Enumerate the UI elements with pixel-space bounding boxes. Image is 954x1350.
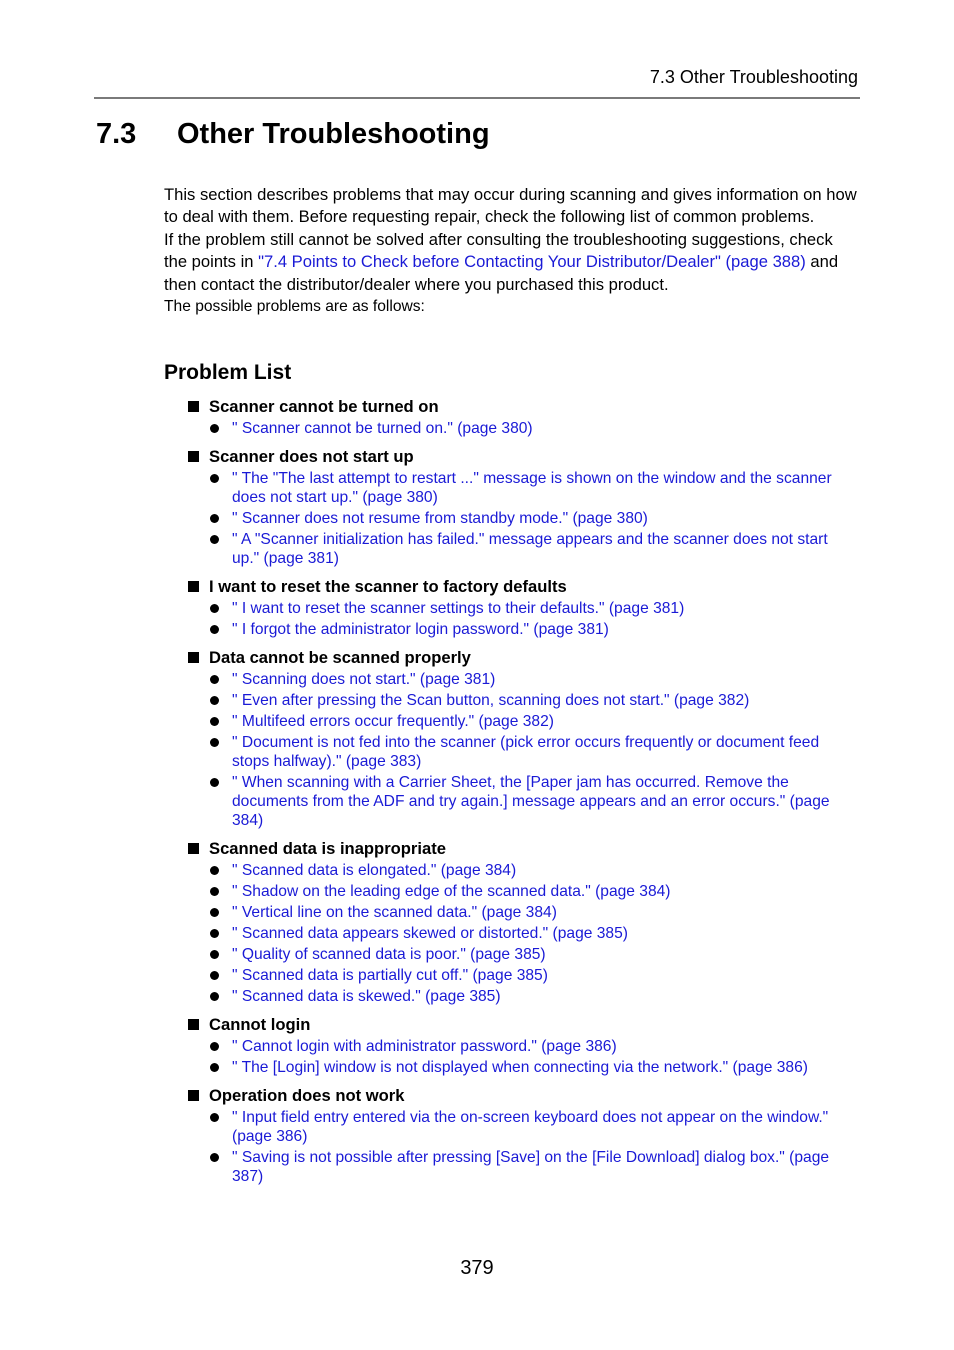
problem-category (164, 1085, 859, 1186)
intro-p2-after: and then contact the distributor/dealer where you purchased this product. (164, 252, 839, 294)
round-bullet-icon (210, 950, 219, 959)
problem-category (164, 576, 859, 639)
round-bullet-icon (210, 717, 219, 726)
problem-items (164, 469, 859, 568)
problem-link[interactable]: " I want to reset the scanner settings to their defaults." (page 381) (232, 600, 685, 617)
round-bullet-icon (210, 675, 219, 684)
problem-list (164, 396, 859, 1194)
round-bullet-icon (210, 778, 219, 787)
category-heading (164, 838, 859, 859)
list-item (164, 882, 859, 901)
round-bullet-icon (210, 1113, 219, 1122)
problem-link[interactable]: " I forgot the administrator login password." (page 381) (232, 621, 609, 638)
round-bullet-icon (210, 1042, 219, 1051)
running-header: 7.3 Other Troubleshooting (649, 67, 858, 87)
list-item (164, 509, 859, 528)
problem-list-title: Problem List (164, 361, 292, 384)
category-label: Operation does not work (209, 1086, 405, 1105)
problem-link[interactable]: " Scanned data appears skewed or distorted." (page 385) (232, 925, 628, 942)
problem-link[interactable]: " Scanned data is skewed." (page 385) (232, 988, 501, 1005)
list-item (164, 691, 859, 710)
round-bullet-icon (210, 535, 219, 544)
problem-link[interactable]: " The [Login] window is not displayed when connecting via the network." (page 386) (232, 1059, 808, 1076)
square-bullet-icon (188, 1019, 199, 1030)
round-bullet-icon (210, 604, 219, 613)
problem-category (164, 838, 859, 1006)
list-item (164, 1037, 859, 1056)
link-points-to-check[interactable]: "7.4 Points to Check before Contacting Your Distributor/Dealer" (page 388) (258, 252, 806, 272)
intro-section (164, 184, 859, 318)
round-bullet-icon (210, 866, 219, 875)
category-label: Cannot login (209, 1015, 311, 1034)
list-item (164, 419, 859, 438)
problem-link[interactable]: " Input field entry entered via the on-screen keyboard does not appear on the window." (page 386) (232, 1109, 829, 1145)
problem-link[interactable]: " Scanning does not start." (page 381) (232, 671, 496, 688)
round-bullet-icon (210, 424, 219, 433)
list-item (164, 1058, 859, 1077)
round-bullet-icon (210, 514, 219, 523)
list-item (164, 670, 859, 689)
problem-items (164, 1108, 859, 1186)
intro-p2-before: If the problem still cannot be solved after consulting the troubleshooting suggestions, check the points in (164, 229, 833, 272)
category-label: I want to reset the scanner to factory defaults (209, 577, 567, 596)
problem-link[interactable]: " Saving is not possible after pressing [Save] on the [File Download] dialog box." (page 387) (232, 1149, 830, 1185)
chapter-title (96, 114, 490, 154)
list-item (164, 966, 859, 985)
category-label: Scanner does not start up (209, 447, 414, 466)
problem-link[interactable]: " The "The last attempt to restart ..." message is shown on the window and the scanner does not start up." (page 380) (232, 470, 832, 506)
problem-link[interactable]: " Scanned data is elongated." (page 384) (232, 862, 517, 879)
chapter-title-text: Other Troubleshooting (177, 118, 490, 150)
intro-paragraph-2 (164, 229, 859, 296)
square-bullet-icon (188, 401, 199, 412)
square-bullet-icon (188, 843, 199, 854)
round-bullet-icon (210, 625, 219, 634)
round-bullet-icon (210, 992, 219, 1001)
list-item (164, 733, 859, 771)
square-bullet-icon (188, 451, 199, 462)
problem-items (164, 670, 859, 830)
chapter-number: 7.3 (96, 118, 137, 150)
list-item (164, 861, 859, 880)
problem-link[interactable]: " Even after pressing the Scan button, scanning does not start." (page 382) (232, 692, 750, 709)
list-item (164, 773, 859, 830)
list-item (164, 987, 859, 1006)
round-bullet-icon (210, 908, 219, 917)
square-bullet-icon (188, 581, 199, 592)
category-heading (164, 446, 859, 467)
problem-link[interactable]: " Shadow on the leading edge of the scanned data." (page 384) (232, 883, 671, 900)
round-bullet-icon (210, 971, 219, 980)
list-item (164, 903, 859, 922)
problem-category (164, 446, 859, 568)
intro-paragraph-1: This section describes problems that may occur during scanning and gives information on how to deal with them. Before requesting repair, check the following list of common problems. (164, 185, 857, 227)
problem-link[interactable]: " Vertical line on the scanned data." (page 384) (232, 904, 557, 921)
problem-items (164, 1037, 859, 1077)
problem-link[interactable]: " Document is not fed into the scanner (pick error occurs frequently or document feed stops halfway)." (page 383) (232, 734, 820, 770)
round-bullet-icon (210, 887, 219, 896)
problem-category (164, 647, 859, 830)
problem-link[interactable]: " Scanned data is partially cut off." (page 385) (232, 967, 548, 984)
category-heading (164, 1085, 859, 1106)
round-bullet-icon (210, 696, 219, 705)
intro-paragraph-3: The possible problems are as follows: (164, 298, 425, 316)
round-bullet-icon (210, 738, 219, 747)
problem-category (164, 396, 859, 438)
problem-items (164, 599, 859, 639)
category-heading (164, 576, 859, 597)
square-bullet-icon (188, 652, 199, 663)
square-bullet-icon (188, 1090, 199, 1101)
list-item (164, 712, 859, 731)
list-item (164, 599, 859, 618)
problem-items (164, 419, 859, 438)
category-label: Data cannot be scanned properly (209, 648, 471, 667)
round-bullet-icon (210, 1063, 219, 1072)
page-number: 379 (460, 1257, 494, 1279)
problem-items (164, 861, 859, 1006)
category-label: Scanned data is inappropriate (209, 839, 446, 858)
list-item (164, 945, 859, 964)
problem-link[interactable]: " A "Scanner initialization has failed." message appears and the scanner does not start up." (page 381) (232, 531, 828, 567)
category-heading (164, 396, 859, 417)
problem-category (164, 1014, 859, 1077)
round-bullet-icon (210, 929, 219, 938)
round-bullet-icon (210, 1153, 219, 1162)
list-item (164, 530, 859, 568)
list-item (164, 1148, 859, 1186)
problem-link[interactable]: " Scanner does not resume from standby mode." (page 380) (232, 510, 648, 527)
category-heading (164, 1014, 859, 1035)
category-label: Scanner cannot be turned on (209, 397, 439, 416)
list-item (164, 924, 859, 943)
list-item (164, 1108, 859, 1146)
problem-link[interactable]: " Quality of scanned data is poor." (page 385) (232, 946, 546, 963)
category-heading (164, 647, 859, 668)
round-bullet-icon (210, 474, 219, 483)
problem-link[interactable]: " When scanning with a Carrier Sheet, the [Paper jam has occurred. Remove the documents from the ADF and try again.] message appears and an error occurs." (page 384) (232, 774, 830, 829)
problem-link[interactable]: " Scanner cannot be turned on." (page 380) (232, 420, 533, 437)
problem-link[interactable]: " Multifeed errors occur frequently." (page 382) (232, 713, 554, 730)
list-item (164, 469, 859, 507)
header-rule (94, 97, 860, 99)
list-item (164, 620, 859, 639)
problem-link[interactable]: " Cannot login with administrator password." (page 386) (232, 1038, 617, 1055)
